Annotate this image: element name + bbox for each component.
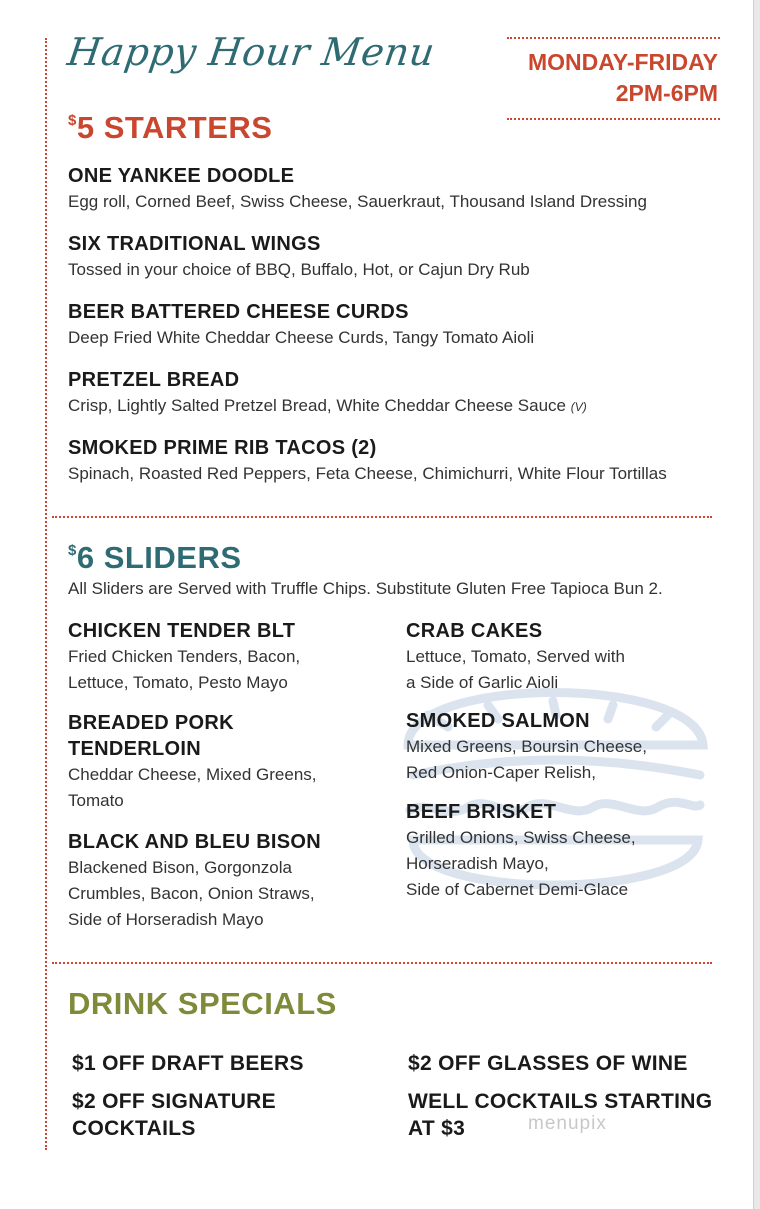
starter-desc: Egg roll, Corned Beef, Swiss Cheese, Sauerkraut, Thousand Island Dressing [68,192,647,211]
starter-name: ONE YANKEE DOODLE [68,165,295,187]
starter-desc: Tossed in your choice of BBQ, Buffalo, Hot, or Cajun Dry Rub [68,260,530,279]
slider-desc: a Side of Garlic Aioli [406,673,559,692]
hours-block [528,47,718,109]
drink-line: $2 OFF GLASSES OF WINE [408,1052,688,1075]
starter-name: SIX TRADITIONAL WINGS [68,233,321,255]
starter-item [68,367,587,420]
drinks-heading: DRINK SPECIALS [68,986,337,1021]
slider-name: BEEF BRISKET [406,801,557,823]
hours-label: 2PM-6PM [615,80,718,106]
sliders-price-symbol: $ [68,542,77,559]
starters-heading-text: 5 STARTERS [76,110,273,145]
slider-desc: Blackened Bison, Gorgonzola [68,858,292,877]
drink-line: $1 OFF DRAFT BEERS [72,1052,304,1075]
slider-desc: Cheddar Cheese, Mixed Greens, [68,765,317,784]
hours-divider-bottom [507,118,720,120]
slider-desc: Red Onion-Caper Relish, [406,763,596,782]
left-dotted-border [45,38,47,1150]
slider-name: SMOKED SALMON [406,710,590,732]
slider-desc: Lettuce, Tomato, Pesto Mayo [68,673,288,692]
vegetarian-tag: (V) [570,400,587,414]
slider-item [68,829,321,933]
starters-heading [68,110,272,146]
slider-desc: Side of Cabernet Demi-Glace [406,880,629,899]
slider-desc: Side of Horseradish Mayo [68,910,264,929]
starter-item [68,299,534,351]
drink-special [72,1050,304,1077]
hours-divider-top [507,37,720,39]
slider-item [406,708,647,786]
slider-name: BLACK AND BLEU BISON [68,831,322,853]
drink-special [72,1088,276,1142]
starter-desc: Deep Fried White Cheddar Cheese Curds, Tangy Tomato Aioli [68,328,535,347]
slider-desc: Horseradish Mayo, [406,854,549,873]
starter-desc: Spinach, Roasted Red Peppers, Feta Cheese, Chimichurri, White Flour Tortillas [68,464,667,483]
starter-item [68,163,647,215]
drink-line: AT $3 [408,1117,466,1140]
drink-line: $2 OFF SIGNATURE [72,1090,276,1113]
starter-item [68,231,530,283]
slider-name: TENDERLOIN [68,738,201,760]
slider-desc: Mixed Greens, Boursin Cheese, [406,737,647,756]
starter-name: BEER BATTERED CHEESE CURDS [68,301,409,323]
drink-special [408,1050,688,1077]
starter-item [68,435,667,487]
slider-item [68,618,300,696]
sliders-heading-text: 6 SLIDERS [76,540,242,575]
drink-line: COCKTAILS [72,1117,196,1140]
slider-desc: Lettuce, Tomato, Served with [406,647,625,666]
starter-desc: Crisp, Lightly Salted Pretzel Bread, White Cheddar Cheese Sauce [68,396,566,415]
slider-name: CRAB CAKES [406,620,543,642]
page-edge [753,0,760,1209]
sliders-heading [68,540,242,576]
drink-line: WELL COCKTAILS STARTING [408,1090,713,1113]
menu-title: Happy Hour Menu [64,30,438,74]
slider-name: BREADED PORK [68,712,234,734]
slider-item [68,710,317,814]
watermark: menupix [528,1113,607,1134]
starter-name: SMOKED PRIME RIB TACOS (2) [68,437,377,459]
slider-item [406,799,636,903]
section-divider [52,516,712,518]
starters-price-symbol: $ [68,112,77,129]
slider-name: CHICKEN TENDER BLT [68,620,296,642]
days-label: MONDAY-FRIDAY [528,49,718,75]
slider-desc: Crumbles, Bacon, Onion Straws, [68,884,315,903]
starter-desc-row [68,393,587,420]
slider-desc: Tomato [68,791,124,810]
sliders-note: All Sliders are Served with Truffle Chips. Substitute Gluten Free Tapioca Bun 2. [68,579,663,598]
slider-item [406,618,625,696]
section-divider [52,962,712,964]
slider-desc: Grilled Onions, Swiss Cheese, [406,828,636,847]
starter-name: PRETZEL BREAD [68,369,240,391]
slider-desc: Fried Chicken Tenders, Bacon, [68,647,301,666]
